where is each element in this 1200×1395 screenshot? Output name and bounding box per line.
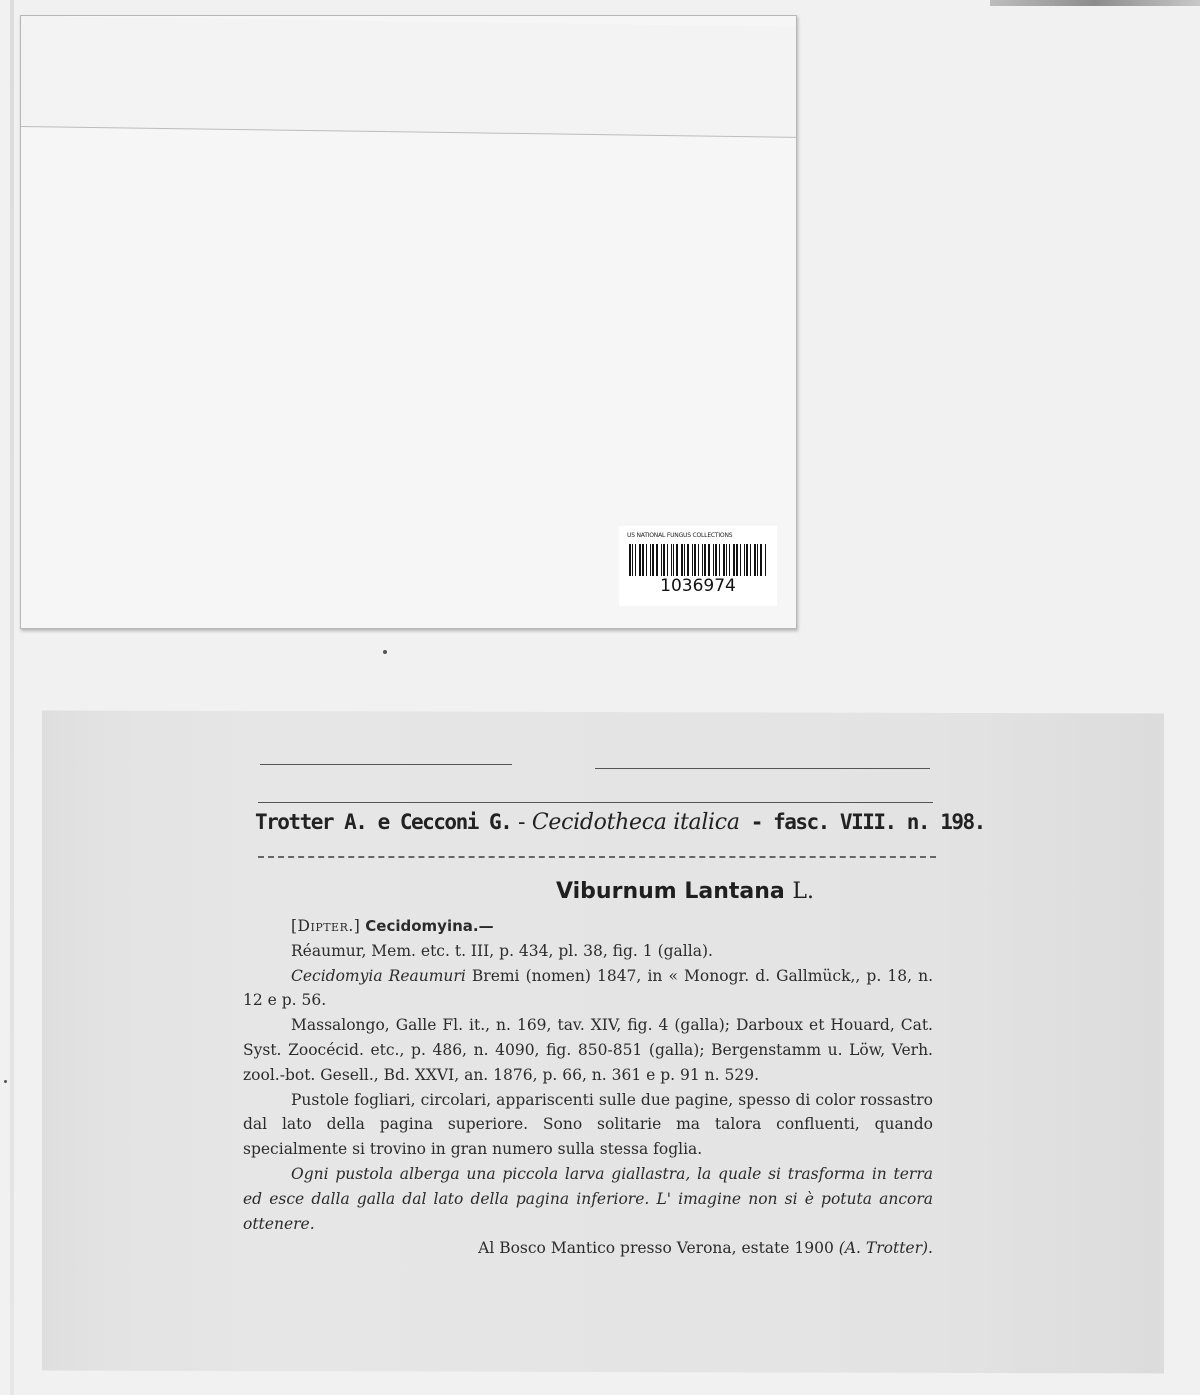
barcode-bar bbox=[719, 544, 720, 576]
collector: (A. Trotter). bbox=[838, 1239, 933, 1258]
barcode-bar bbox=[744, 544, 745, 576]
barcode-bar bbox=[673, 544, 674, 576]
barcode-bar bbox=[698, 544, 699, 576]
speck bbox=[4, 1080, 7, 1083]
barcode-bar bbox=[702, 544, 703, 576]
barcode-bar bbox=[746, 544, 748, 576]
barcode-bar bbox=[754, 544, 757, 576]
barcode-bar bbox=[733, 544, 735, 576]
barcode-bar bbox=[704, 544, 706, 576]
barcode-bar bbox=[757, 544, 758, 576]
header-series: Cecidotheca italica bbox=[531, 810, 740, 835]
barcode-bar bbox=[708, 544, 710, 576]
species-name: Viburnum Lantana bbox=[556, 879, 785, 904]
speck bbox=[383, 650, 387, 654]
barcode-bar bbox=[692, 544, 693, 576]
rule-top-right bbox=[595, 768, 930, 769]
reference-2-name: Cecidomyia Reaumuri bbox=[291, 966, 466, 985]
rule-top-left bbox=[260, 764, 512, 765]
barcode-label bbox=[619, 526, 777, 606]
specimen-packet bbox=[20, 15, 797, 629]
barcode-bar bbox=[726, 544, 727, 576]
barcode-bar bbox=[635, 544, 636, 576]
barcode-bar bbox=[639, 544, 642, 576]
species-author: L. bbox=[792, 879, 814, 904]
biology-note: Ogni pustola alberga una piccola larva giallastra, la quale si trasforma in terra ed esce dalla galla dal lato della pagina inferiore. L' imagine non si è potuta ancora ottenere. bbox=[243, 1164, 933, 1233]
description: Pustole fogliari, circolari, appariscenti sulle due pagine, spesso di color rossastro dal lato della pagina superiore. Sono solitarie ma talora confluenti, quando specialmente si trovino in gran numero sulla stessa foglia. bbox=[243, 1090, 933, 1159]
header-fascicle: - fasc. VIII. n. 198. bbox=[739, 810, 985, 834]
barcode-bar bbox=[681, 544, 683, 576]
barcode-bar bbox=[671, 544, 672, 576]
barcode-bar bbox=[715, 544, 718, 576]
barcode-bar bbox=[740, 544, 741, 576]
barcode-bar bbox=[656, 544, 659, 576]
rule-header-top bbox=[258, 802, 933, 803]
reference-1: Réaumur, Mem. etc. t. III, p. 434, pl. 38, fig. 1 (galla). bbox=[291, 941, 713, 960]
group: Cecidomyina.— bbox=[365, 917, 494, 935]
packet-flap bbox=[21, 16, 796, 138]
header-authors: Trotter A. e Cecconi G. bbox=[255, 810, 512, 834]
sheet-edge-left bbox=[10, 0, 14, 1395]
barcode-bar bbox=[632, 544, 633, 576]
barcode-bar bbox=[765, 544, 766, 576]
reference-2 bbox=[243, 964, 933, 1014]
barcode-number: 1036974 bbox=[660, 576, 736, 596]
barcode-bar bbox=[736, 544, 739, 576]
barcode-bar bbox=[650, 544, 651, 576]
barcode-bar bbox=[676, 544, 679, 576]
barcode-bar bbox=[642, 544, 644, 576]
locality: Al Bosco Mantico presso Verona, estate 1900 bbox=[478, 1239, 834, 1258]
reference-2-rest: Bremi (nomen) 1847, in « Monogr. d. Gallmück,, p. 18, n. 12 e p. 56. bbox=[243, 966, 934, 1010]
rule-header-bottom bbox=[258, 856, 936, 858]
locality-line bbox=[243, 1236, 933, 1261]
barcode-bar bbox=[684, 544, 685, 576]
species-title bbox=[0, 876, 1200, 904]
barcode-bar bbox=[750, 544, 751, 576]
barcode-bars bbox=[629, 544, 767, 576]
barcode-caption: US NATIONAL FUNGUS COLLECTIONS bbox=[627, 532, 733, 539]
barcode-bar bbox=[663, 544, 665, 576]
barcode-bar bbox=[652, 544, 654, 576]
barcode-bar bbox=[729, 544, 730, 576]
label-header bbox=[255, 810, 985, 850]
sheet-edge bbox=[990, 0, 1200, 6]
barcode-bar bbox=[713, 544, 714, 576]
barcode-bar bbox=[694, 544, 697, 576]
barcode-bar bbox=[661, 544, 662, 576]
label-body bbox=[243, 914, 933, 1261]
barcode-bar bbox=[646, 544, 647, 576]
taxon-line bbox=[243, 914, 933, 939]
barcode-bar bbox=[629, 544, 631, 576]
barcode-bar bbox=[723, 544, 725, 576]
barcode-bar bbox=[760, 544, 762, 576]
header-dash: - bbox=[511, 810, 532, 835]
barcode-bar bbox=[687, 544, 689, 576]
reference-3: Massalongo, Galle Fl. it., n. 169, tav. XIV, fig. 4 (galla); Darboux et Houard, Cat. Syst. Zoocécid. etc., p. 486, n. 4090, fig. 850-851 (galla); Bergenstamm u. Löw, Verh. zool.-bot. Gesell., Bd. XXVI, an. 1876, p. 66, n. 361 e p. 91 n. 529. bbox=[243, 1016, 933, 1084]
order: [Dipter.] bbox=[291, 917, 361, 935]
barcode-bar bbox=[667, 544, 668, 576]
